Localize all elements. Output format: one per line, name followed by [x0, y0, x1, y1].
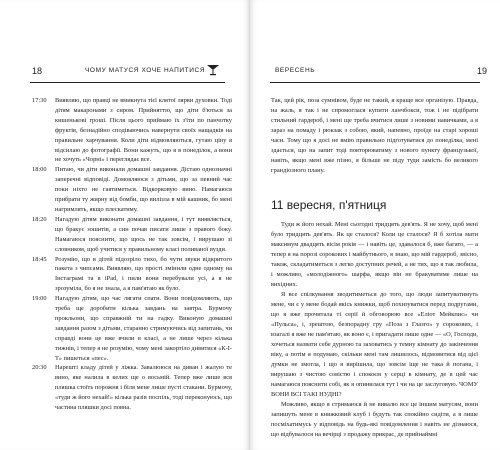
entry-text: Нагадую дітям, що час лягати спати. Вони повідомляють, що треба ще доробити кілька завдань на завтра. Бурмочу прокльони, що справжній ти на гадку. Виконую домашні завдання разом з дітьми, старанно стримуючись від запитань, чи справді вони це вже вчили в класі, а не лише через кілька тижнів, і тепер я не розумію, чому мені закортіло дивитися «К-І-Т» пишеться «пес».: [55, 295, 232, 362]
diary-entry: [32, 96, 232, 165]
page-number-right: 19: [477, 66, 488, 76]
diary-entry: [32, 215, 232, 255]
paragraph: Так, цей рік, поза сумнівом, буде не такий, я краще все організую. Правда, на жаль, я так і не спромоглася купити ланчбокси, тож і не підібрати стильний гардероб, і мені ще треба вчитися лише з новими навичками, а я зараз на помаду і рюкзак з собою, який, напевно, проїде на старі хороші часи. Тому що я досі не вмію правильно підготуватися до понеділка, мені здається, що на запит тоді повторюватиму з нового пункту французької, навіть, якщо мені вже пізно, я більше не піду туди замість бо великого грандіозного плану.: [271, 97, 478, 174]
page-number-left: 18: [32, 66, 43, 76]
diary-entry: [32, 294, 232, 363]
diary-entry: [32, 363, 232, 413]
paragraph: Я все спілкування зводитиметься до того, що люди запитуватимуть мене, чи є у мене бодай якісь книжки, щоб похизуватися перед подругами, що я вже прочитала ті серії й обговорюю все «Еліот Мейкпис» чи «Пульса», і, зрештою, безпорадну гру «Поза з Глазго» у сорокових, і взагалі я вже не пам'ятаю, як воно є, і пригадати лише одне — «О, Господи, хочеться назвати себе дурною та заховатись у темну кімнату до закінчення віку, а потім я подумаю, скільки мені там лишилось, відмовитися від цієї думки не змогла, і що я вирішила, що зовсім іще не така й погана, і вирушаю з чистою совістю і спокоєм у серці в кімнату, де в цей час намагаюся пояснити собі, як я опинилася тут і чи на це заслуговую. ЧОМУ ВОНИ ВСІ ТАКІ НУДНІ?: [271, 291, 478, 398]
entry-time: 17:30: [32, 97, 47, 104]
entry-time: 19:00: [32, 295, 47, 303]
paragraph: Можливо, якщо я стримаюся й не вивалю все це іншим матусям, вони запишуть мене в книжковий клуб і будуть так спокійно сидіти, а я лише посміхатимусь у відповідь на будь-які повідомлення і навіть не дізнаюся, що відбувалося на вечірці з продажу прикрас, де прийнаймні: [271, 401, 478, 438]
right-top-text: [271, 96, 478, 176]
entry-time: 18:20: [32, 215, 47, 223]
header-rule-right: [270, 82, 480, 83]
entry-text: Нарешті кладу дітей у ліжка. Завалююся на диван і жалую те вино, яке налила в келих ще о восьмій. Тепер вже лише вся пляшка стоїть порожня і біля мене лише пусті стакани. Бурмочу, «туди ж його нехай!» кілька разів поспіль, тоді переконуюсь, що частина пляшки досі повна.: [55, 364, 232, 412]
entry-time: 18:45: [32, 255, 47, 263]
entry-text: Питаю, чи діти виконали домашні завдання. Дістаю однозначні заперечні відповіді. Домовляюся з дітьми, що за певний час поки ніхто не гаятиметься. Відкорковую вино. Намагаюся прибрати ту жирну від бомби, що вилізла в мій кашник, бо мені нагримлять, якщо плескатиму.: [55, 166, 232, 213]
entry-text: Виявляю, що правці не вмикнута тієї клятої лярви духовки. Тоді дітям макаронами з сиром. Прийняттю, що діти б'ються за кишенькові гроші. Після цього приймаю їх з'їти по панчотку фруктів, безнадійно сподіваючись навернути своїх нащадків на правильне харчування. Коли діти відмовляються, гутаю ціну я відсилаю до фотографії. Вони кажуть, що я в понеділок, а вони не хочуть «Чорні» і переглядає все.: [55, 97, 232, 164]
entry-text: Розумію, що в дітей підозріло тихо, бо чути звуки відкритого пакета з чипсами. Виявляю, що прості змінили одне одному на Інстаграмі та в iPad, і пили вони перебували усі, а я не зрозуміла, бо я не знала, а я пам'ятаю як було.: [55, 255, 232, 293]
entry-text: Нагадую дітям виконати домашні завдання, і тут виявляється, що бракує зошитів, а син почав писати лише з правого боку. Намагаюся пояснити, що щось не так зовсім, і вирушаю зі словником, щоб учитися у правильному класі поливаної вузди.: [55, 215, 232, 253]
entry-time: 18:00: [32, 166, 47, 174]
header-rule-left: [30, 82, 225, 83]
diary-entry: [32, 255, 232, 295]
running-title-left: ЧОМУ МАТУСЯ ХОЧЕ НАПИТИСЯ: [85, 67, 206, 74]
diary-entries: [32, 96, 232, 413]
running-title-right: ВЕРЕСЕНЬ: [275, 67, 316, 74]
right-bottom-text: [271, 220, 478, 440]
date-heading: 11 вересня, п'ятниця: [271, 198, 387, 212]
entry-time: 20:30: [32, 364, 47, 372]
cocktail-glass-icon: [205, 64, 221, 76]
paragraph: Туди ж його нехай. Мені сьогодні тридцять дев'ять. Я не хочу, щоб мені було тридцять дев'ять. Як це сталося? Коли це сталося? Я б хотіла мати максимум двадцять вісім років — і навіть це, здавалося б, вже багато, — а тепер я на порозі сорокових і майбутнього, я знаю, що мій гардероб, звісно, також, складатиметься з легко доступних речей, а не тих, що я так любила, і можливо, «молодіжного» шарфа, якщо він не бракуватиме лише на вихідних.: [271, 221, 478, 288]
diary-entry: [32, 165, 232, 215]
